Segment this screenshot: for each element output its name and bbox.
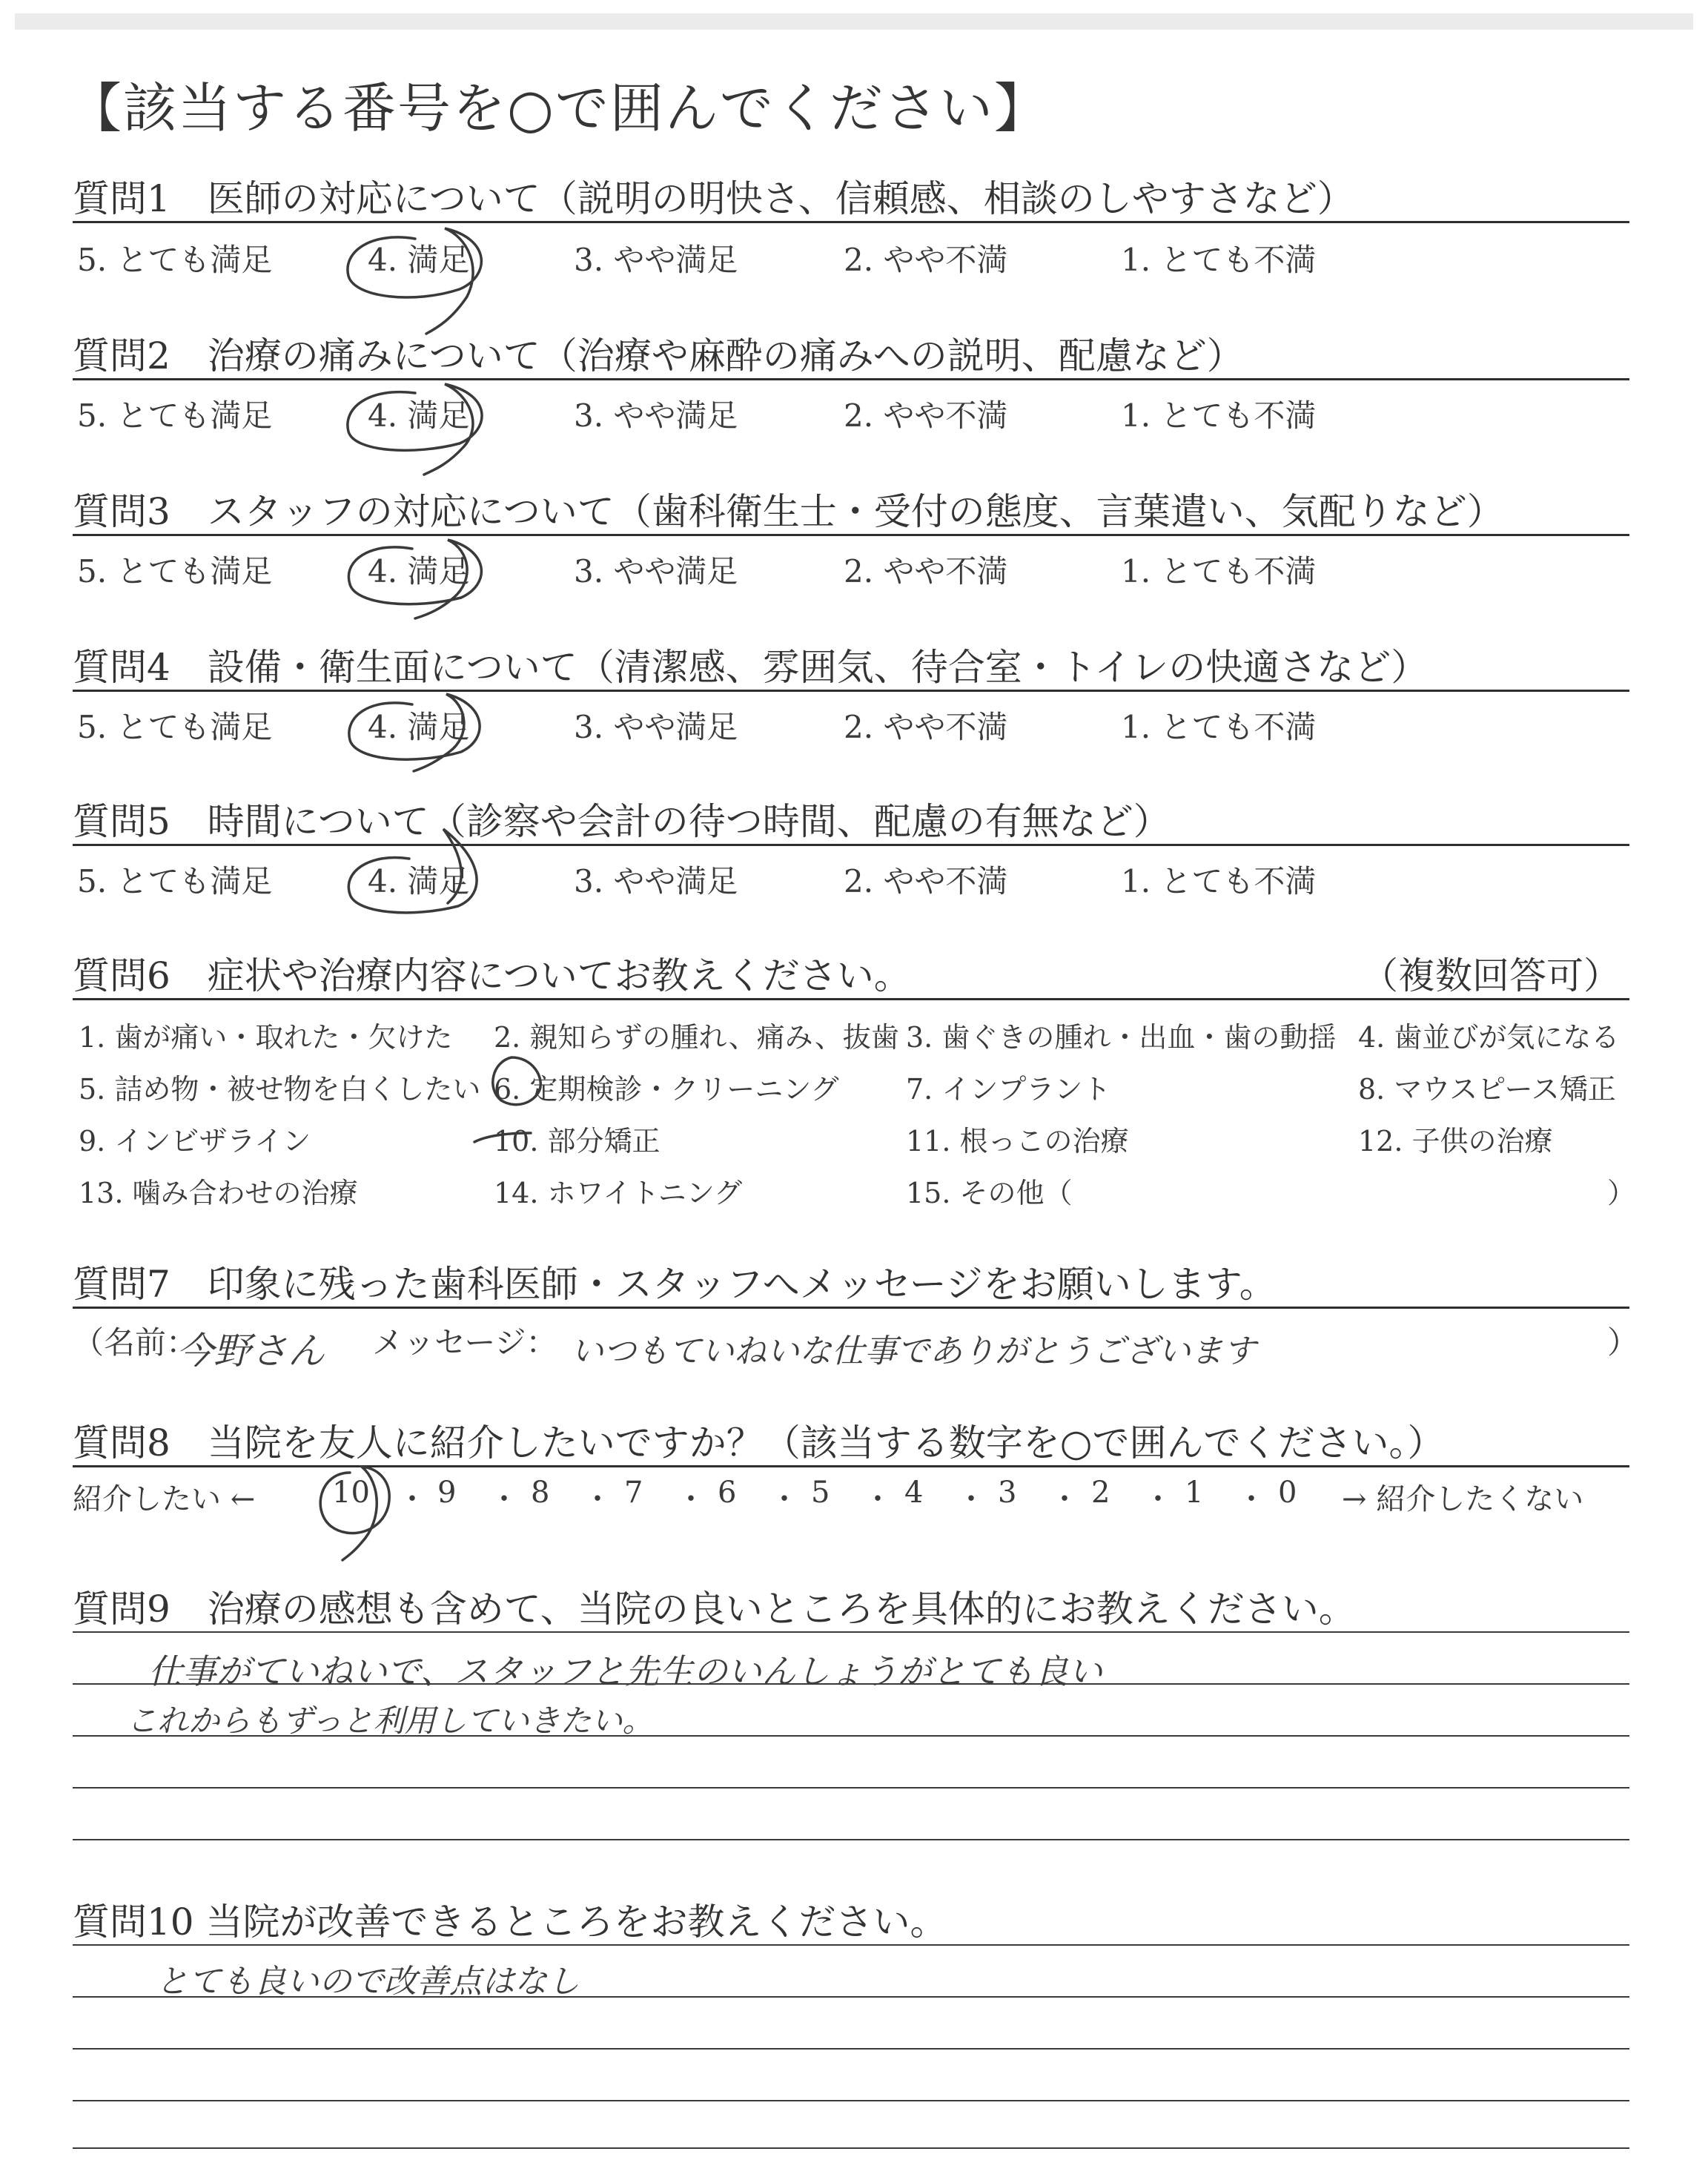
message-close-paren: ） [1607,1324,1639,1361]
option-4-selected[interactable]: 4. 満足 [368,553,470,589]
question-5-title: 質問5 時間について（診察や会計の待つ時間、配慮の有無など） [73,800,1171,843]
question-2-title: 質問2 治療の痛みについて（治療や麻酔の痛みへの説明、配慮など） [73,334,1244,377]
name-handwritten[interactable]: 今野さん [176,1330,325,1373]
question-3-title: 質問3 スタッフの対応について（歯科衛生士・受付の態度、言葉遣い、気配りなど） [73,490,1504,533]
answer-rule [73,2147,1629,2149]
option-4-selected[interactable]: 4. 満足 [368,397,470,434]
option-3[interactable]: 3. やや満足 [574,397,738,434]
option-2[interactable]: 2. やや不満 [844,863,1008,899]
question-4-title: 質問4 設備・衛生面について（清潔感、雰囲気、待合室・トイレの快適さなど） [73,646,1429,689]
scale-dot: ・ [769,1482,799,1516]
option-3[interactable]: 3. やや満足 [574,709,738,745]
option-5[interactable]: 5. とても満足 [77,242,273,278]
symptom-8[interactable]: 8. マウスピース矯正 [1358,1073,1616,1106]
scale-dot: ・ [676,1482,706,1516]
message-label: メッセージ： [372,1324,557,1361]
answer-rule [73,1631,1629,1633]
option-4-selected[interactable]: 4. 満足 [368,242,470,278]
scale-dot: ・ [397,1482,427,1516]
message-handwritten[interactable]: いつもていねいな仕事でありがとうございます [571,1332,1256,1370]
symptom-9[interactable]: 9. インビザライン [79,1125,311,1157]
option-3[interactable]: 3. やや満足 [574,242,738,278]
score-5[interactable]: 5 [811,1476,830,1510]
question-1-title: 質問1 医師の対応について（説明の明快さ、信頼感、相談のしやすさなど） [73,177,1354,220]
option-1[interactable]: 1. とても不満 [1121,553,1317,589]
scale-dot: ・ [583,1482,612,1516]
score-7[interactable]: 7 [624,1476,643,1510]
question-8-rule [73,1465,1629,1467]
score-1[interactable]: 1 [1185,1476,1204,1510]
option-5[interactable]: 5. とても満足 [77,397,273,434]
question-7-rule [73,1307,1629,1309]
question-2-rule [73,378,1629,380]
page-header: 【該当する番号を○で囲んでください】 [68,77,1049,139]
score-10-selected[interactable]: 10 [332,1476,370,1510]
symptom-other-close-paren: ） [1607,1177,1636,1209]
recommend-right-label: → 紹介したくない [1342,1482,1584,1516]
question-6-title: 質問6 症状や治療内容についてお教えください。 [73,954,911,997]
answer-rule [73,2048,1629,2050]
q10-handwritten-line-1[interactable]: とても良いので改善点はなし [156,1963,580,2001]
symptom-5[interactable]: 5. 詰め物・被せ物を白くしたい [79,1073,481,1106]
score-3[interactable]: 3 [998,1476,1017,1510]
symptom-6-selected[interactable]: 6. 定期検診・クリーニング [494,1073,839,1106]
symptom-11[interactable]: 11. 根っこの治療 [906,1125,1129,1157]
answer-rule [73,2100,1629,2101]
answer-rule [73,1839,1629,1840]
q9-handwritten-line-1[interactable]: 仕事がていねいで、スタッフと先生のいんしょうがとても良い [148,1651,1103,1691]
option-3[interactable]: 3. やや満足 [574,553,738,589]
scale-dot: ・ [956,1482,986,1516]
option-2[interactable]: 2. やや不満 [844,397,1008,434]
answer-rule [73,1944,1629,1946]
option-1[interactable]: 1. とても不満 [1121,242,1317,278]
scale-dot: ・ [489,1482,519,1516]
score-9[interactable]: 9 [437,1476,457,1510]
option-5[interactable]: 5. とても満足 [77,709,273,745]
question-1-rule [73,221,1629,223]
score-2[interactable]: 2 [1091,1476,1110,1510]
symptom-3[interactable]: 3. 歯ぐきの腫れ・出血・歯の動揺 [906,1021,1337,1054]
scale-dot: ・ [1237,1482,1266,1516]
option-5[interactable]: 5. とても満足 [77,863,273,899]
question-6-note: （複数回答可） [1361,954,1621,997]
question-8-title: 質問8 当院を友人に紹介したいですか？（該当する数字を○で囲んでください。） [73,1421,1445,1464]
option-5[interactable]: 5. とても満足 [77,553,273,589]
option-2[interactable]: 2. やや不満 [844,553,1008,589]
score-6[interactable]: 6 [718,1476,737,1510]
question-9-title: 質問9 治療の感想も含めて、当院の良いところを具体的にお教えください。 [73,1588,1356,1631]
option-1[interactable]: 1. とても不満 [1121,397,1317,434]
score-8[interactable]: 8 [531,1476,550,1510]
score-0[interactable]: 0 [1278,1476,1297,1510]
question-4-rule [73,690,1629,692]
option-2[interactable]: 2. やや不満 [844,709,1008,745]
option-1[interactable]: 1. とても不満 [1121,709,1317,745]
score-4[interactable]: 4 [904,1476,924,1510]
question-6-rule [73,998,1629,1000]
symptom-10-selected[interactable]: 10. 部分矯正 [494,1125,661,1157]
q9-handwritten-line-2[interactable]: これからもずっと利用していきたい。 [126,1702,654,1739]
symptom-1[interactable]: 1. 歯が痛い・取れた・欠けた [79,1021,453,1054]
question-3-rule [73,534,1629,536]
symptom-7[interactable]: 7. インプラント [906,1073,1111,1106]
answer-rule [73,1787,1629,1789]
question-5-rule [73,844,1629,846]
scan-top-band [15,13,1693,30]
symptom-15-other[interactable]: 15. その他（ [906,1177,1073,1209]
symptom-2[interactable]: 2. 親知らずの腫れ、痛み、抜歯 [494,1021,899,1054]
symptom-13[interactable]: 13. 噛み合わせの治療 [79,1177,358,1209]
option-3[interactable]: 3. やや満足 [574,863,738,899]
question-10-title: 質問10 当院が改善できるところをお教えください。 [73,1900,947,1943]
scale-dot: ・ [863,1482,893,1516]
option-4-selected[interactable]: 4. 満足 [368,709,470,745]
scale-dot: ・ [1050,1482,1079,1516]
symptom-4[interactable]: 4. 歯並びが気になる [1358,1021,1620,1054]
name-label: （名前： [73,1324,198,1361]
question-7-title: 質問7 印象に残った歯科医師・スタッフへメッセージをお願いします。 [73,1263,1277,1306]
option-1[interactable]: 1. とても不満 [1121,863,1317,899]
symptom-14[interactable]: 14. ホワイトニング [494,1177,743,1209]
option-2[interactable]: 2. やや不満 [844,242,1008,278]
symptom-12[interactable]: 12. 子供の治療 [1358,1125,1553,1157]
recommend-left-label: 紹介したい ← [73,1482,256,1516]
scale-dot: ・ [1143,1482,1173,1516]
option-4-selected[interactable]: 4. 満足 [368,863,470,899]
